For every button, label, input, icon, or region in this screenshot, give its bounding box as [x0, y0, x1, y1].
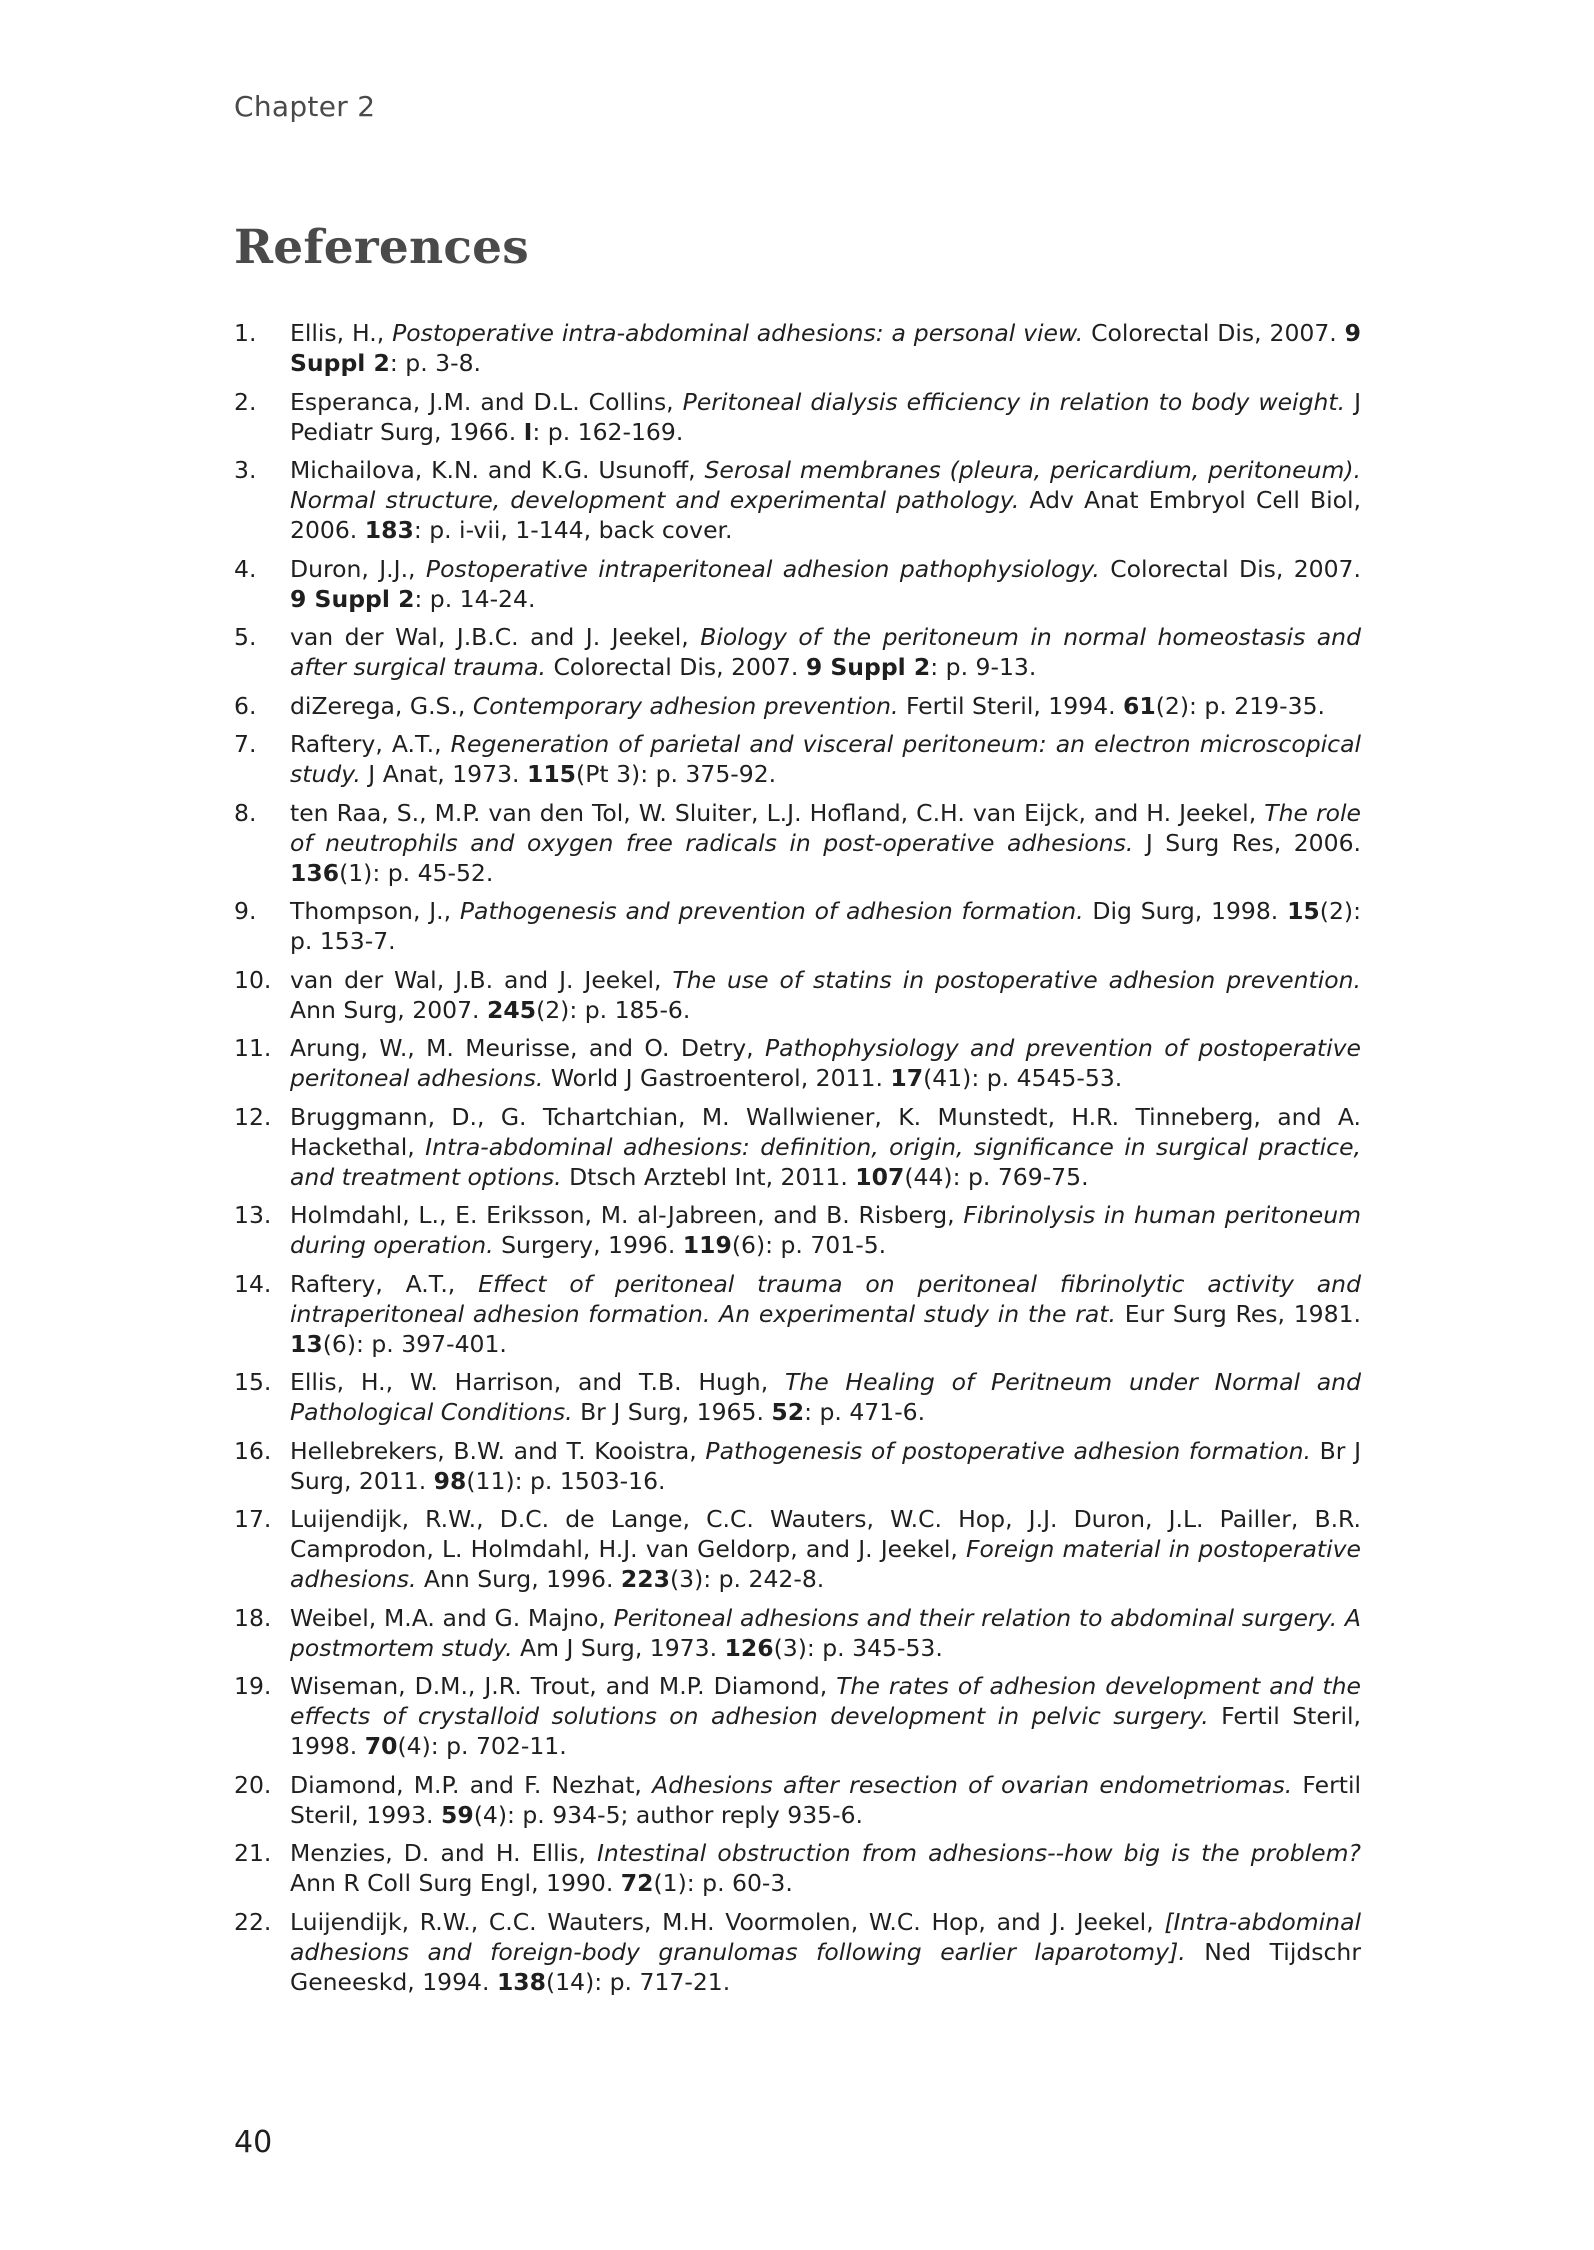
reference-volume: 245	[487, 995, 537, 1024]
reference-source: J Anat, 1973.	[360, 760, 527, 788]
reference-item	[234, 896, 1361, 956]
reference-pages: (41): p. 4545-53.	[923, 1064, 1123, 1092]
reference-authors: Arung, W., M. Meurisse, and O. Detry,	[290, 1034, 765, 1062]
reference-text	[290, 1838, 1361, 1898]
reference-volume: 9 Suppl 2	[290, 584, 415, 613]
reference-number: 21.	[234, 1839, 272, 1867]
reference-pages: (6): p. 397-401.	[322, 1329, 507, 1358]
reference-text	[290, 622, 1361, 682]
reference-volume: 52	[771, 1398, 805, 1426]
reference-pages: (11): p. 1503-16.	[466, 1466, 666, 1495]
reference-authors: Bruggmann, D., G. Tchartchian, M. Wallwiener, K. Munstedt, H.R. Tinneberg, and A. Hackethal,	[290, 1102, 1361, 1161]
reference-number: 22.	[234, 1907, 272, 1936]
reference-item	[234, 1838, 1361, 1898]
reference-title: Adhesions after resection of ovarian endometriomas.	[652, 1770, 1293, 1799]
reference-text	[290, 1504, 1361, 1594]
reference-authors: Wiseman, D.M., J.R. Trout, and M.P. Diamond,	[290, 1672, 837, 1700]
reference-item	[234, 1770, 1361, 1830]
reference-authors: Hellebrekers, B.W. and T. Kooistra,	[290, 1436, 706, 1465]
reference-authors: Menzies, D. and H. Ellis,	[290, 1839, 597, 1867]
reference-item	[234, 387, 1361, 447]
reference-title: Peritoneal dialysis efficiency in relation to body weight.	[682, 387, 1346, 416]
reference-authors: van der Wal, J.B. and J. Jeekel,	[290, 965, 673, 994]
reference-authors: Luijendijk, R.W., D.C. de Lange, C.C. Wauters, W.C. Hop, J.J. Duron, J.L. Pailler, B.R. Camprodon, L. Holmdahl, H.J. van Geldorp, and J. Jeekel,	[290, 1505, 1361, 1563]
reference-pages: (2): p. 185-6.	[536, 995, 691, 1024]
reference-number: 2.	[234, 387, 257, 416]
reference-title: Peritoneal adhesions and their relation to abdominal surgery. A postmortem study.	[290, 1603, 1361, 1662]
reference-number: 17.	[234, 1505, 272, 1533]
reference-pages: (44): p. 769-75.	[904, 1162, 1089, 1191]
reference-source: Ann Surg, 1996.	[416, 1565, 621, 1593]
reference-volume: 61	[1123, 691, 1156, 720]
reference-number: 7.	[234, 730, 257, 758]
reference-source: Br J Surg, 2011.	[290, 1436, 1362, 1495]
reference-text	[290, 1033, 1361, 1093]
reference-volume: 13	[290, 1329, 323, 1358]
reference-text	[290, 1770, 1361, 1830]
reference-source: Ned Tijdschr Geneeskd, 1994.	[290, 1937, 1361, 1996]
reference-authors: Raftery, A.T.,	[290, 1269, 479, 1298]
reference-source: Colorectal Dis, 2007.	[545, 653, 806, 681]
reference-volume: 115	[526, 760, 577, 788]
reference-number: 6.	[234, 691, 257, 720]
reference-source: Fertil Steril, 1998.	[290, 1702, 1361, 1760]
reference-title: The rates of adhesion development and the effects of crystalloid solutions on adhesion development in pelvic surgery.	[290, 1672, 1361, 1730]
reference-source: Adv Anat Embryol Cell Biol, 2006.	[290, 486, 1361, 544]
reference-source: J Pediatr Surg, 1966.	[290, 387, 1362, 446]
reference-item	[234, 1033, 1361, 1093]
reference-number: 11.	[234, 1034, 272, 1062]
reference-title: The use of statins in postoperative adhesion prevention.	[672, 965, 1362, 994]
reference-volume: 138	[496, 1967, 546, 1996]
reference-pages: (3): p. 242-8.	[669, 1565, 825, 1593]
reference-text	[290, 455, 1361, 545]
reference-authors: Holmdahl, L., E. Eriksson, M. al-Jabreen, and B. Risberg,	[290, 1201, 964, 1229]
reference-title: Biology of the peritoneum in normal homeostasis and after surgical trauma.	[290, 623, 1361, 681]
reference-item	[234, 455, 1361, 545]
reference-pages: (3): p. 345-53.	[773, 1633, 943, 1662]
reference-number: 4.	[234, 554, 257, 583]
reference-text	[290, 1200, 1361, 1260]
reference-pages: : p. 9-13.	[930, 653, 1037, 681]
reference-authors: Diamond, M.P. and F. Nezhat,	[290, 1770, 653, 1799]
reference-pages: : p. 471-6.	[804, 1398, 926, 1426]
reference-authors: Ellis, H.,	[290, 319, 393, 347]
reference-authors: Luijendijk, R.W., C.C. Wauters, M.H. Voormolen, W.C. Hop, and J. Jeekel,	[290, 1907, 1165, 1936]
reference-source: Dtsch Arztebl Int, 2011.	[561, 1162, 856, 1191]
reference-pages: (14): p. 717-21.	[546, 1967, 731, 1996]
reference-pages: : p. 162-169.	[532, 417, 684, 446]
reference-volume: 17	[890, 1064, 924, 1092]
reference-volume: 59	[441, 1800, 474, 1829]
reference-text	[290, 1907, 1361, 1997]
reference-text	[290, 318, 1361, 378]
reference-title: Regeneration of parietal and visceral peritoneum: an electron microscopical study.	[290, 730, 1361, 788]
reference-source: World J Gastroenterol, 2011.	[543, 1064, 891, 1092]
reference-item	[234, 729, 1361, 789]
reference-volume: I	[523, 417, 533, 446]
reference-source: Ann Surg, 2007.	[290, 995, 487, 1024]
reference-source: Colorectal Dis, 2007.	[1099, 554, 1361, 583]
reference-text	[290, 1603, 1361, 1663]
reference-pages: (Pt 3): p. 375-92.	[576, 760, 777, 788]
reference-number: 18.	[234, 1603, 272, 1632]
reference-source: J Surg Res, 2006.	[1133, 828, 1361, 857]
reference-item	[234, 1907, 1361, 1997]
reference-title: Fibrinolysis in human peritoneum during operation.	[290, 1201, 1361, 1259]
reference-list	[234, 318, 1361, 2005]
reference-item	[234, 1200, 1361, 1260]
reference-text	[290, 896, 1361, 956]
reference-volume: 15	[1287, 897, 1320, 925]
reference-authors: Esperanca, J.M. and D.L. Collins,	[290, 387, 683, 416]
reference-authors: Ellis, H., W. Harrison, and T.B. Hugh,	[290, 1368, 785, 1396]
reference-pages: (2): p. 219-35.	[1155, 691, 1325, 720]
reference-authors: Michailova, K.N. and K.G. Usunoff,	[290, 456, 705, 484]
reference-volume: 119	[682, 1231, 732, 1259]
reference-title: The role of neutrophils and oxygen free radicals in post-operative adhesions.	[290, 798, 1362, 857]
reference-source: Fertil Steril, 1993.	[290, 1770, 1362, 1829]
reference-title: The Healing of Peritneum under Normal and Pathological Conditions.	[290, 1368, 1361, 1426]
reference-item	[234, 691, 1361, 721]
reference-text	[290, 554, 1361, 614]
reference-volume: 223	[620, 1565, 670, 1593]
reference-title: Effect of peritoneal trauma on peritoneal fibrinolytic activity and intraperitoneal adhesion formation. An experimental study in the rat.	[290, 1269, 1361, 1328]
reference-item	[234, 1436, 1361, 1496]
reference-pages: : p. 3-8.	[389, 349, 481, 377]
reference-title: Pathophysiology and prevention of postoperative peritoneal adhesions.	[290, 1034, 1361, 1092]
reference-title: Intestinal obstruction from adhesions--how big is the problem?	[596, 1839, 1361, 1867]
reference-pages: (1): p. 60-3.	[653, 1869, 793, 1897]
reference-authors: diZerega, G.S.,	[290, 691, 473, 720]
reference-pages: (2): p. 153-7.	[290, 897, 1361, 955]
reference-item	[234, 1603, 1361, 1663]
reference-volume: 9 Suppl 2	[290, 319, 1361, 377]
reference-source: Br J Surg, 1965.	[572, 1398, 772, 1426]
running-head: Chapter 2	[234, 90, 376, 123]
reference-number: 16.	[234, 1436, 272, 1465]
reference-item	[234, 1102, 1361, 1192]
reference-title: Foreign material in postoperative adhesions.	[290, 1535, 1361, 1593]
reference-text	[290, 965, 1361, 1025]
page-number: 40	[234, 2125, 273, 2160]
reference-number: 13.	[234, 1201, 272, 1229]
reference-title: Pathogenesis and prevention of adhesion formation.	[459, 897, 1084, 925]
reference-volume: 107	[855, 1162, 905, 1191]
reference-authors: Raftery, A.T.,	[290, 730, 451, 758]
reference-title: Contemporary adhesion prevention.	[472, 691, 899, 720]
reference-item	[234, 1671, 1361, 1761]
reference-pages: (1): p. 45-52.	[339, 858, 494, 887]
reference-item	[234, 1367, 1361, 1427]
reference-item	[234, 1504, 1361, 1594]
reference-volume: 183	[364, 516, 414, 544]
reference-pages: (4): p. 934-5; author reply 935-6.	[473, 1800, 864, 1829]
reference-title: Serosal membranes (pleura, pericardium, peritoneum). Normal structure, development and experimental pathology.	[290, 456, 1361, 514]
reference-number: 14.	[234, 1269, 272, 1298]
reference-source: Colorectal Dis, 2007.	[1083, 319, 1345, 347]
reference-authors: ten Raa, S., M.P. van den Tol, W. Sluiter, L.J. Hofland, C.H. van Eijck, and H. Jeekel,	[290, 798, 1265, 827]
reference-item	[234, 798, 1361, 888]
reference-volume: 126	[724, 1633, 774, 1662]
reference-number: 8.	[234, 798, 257, 827]
reference-text	[290, 1671, 1361, 1761]
reference-title: Intra-abdominal adhesions: definition, origin, significance in surgical practice, and treatment options.	[290, 1132, 1362, 1191]
reference-pages: (4): p. 702-11.	[397, 1732, 567, 1760]
reference-pages: : p. i-vii, 1-144, back cover.	[413, 516, 733, 544]
reference-authors: van der Wal, J.B.C. and J. Jeekel,	[290, 623, 701, 651]
reference-title: [Intra-abdominal adhesions and foreign-body granulomas following earlier laparotomy].	[290, 1907, 1361, 1966]
reference-item	[234, 554, 1361, 614]
reference-volume: 98	[433, 1466, 467, 1495]
reference-source: Surgery, 1996.	[493, 1231, 683, 1259]
reference-volume: 70	[364, 1732, 398, 1760]
reference-text	[290, 1367, 1361, 1427]
reference-text	[290, 387, 1361, 447]
reference-number: 1.	[234, 319, 257, 347]
reference-source: Fertil Steril, 1994.	[898, 691, 1124, 720]
reference-source: Eur Surg Res, 1981.	[1115, 1299, 1362, 1328]
reference-authors: Thompson, J.,	[290, 897, 460, 925]
reference-text	[290, 691, 1361, 721]
reference-number: 5.	[234, 623, 257, 651]
reference-text	[290, 798, 1361, 888]
reference-volume: 9 Suppl 2	[805, 653, 931, 681]
reference-volume: 72	[620, 1869, 654, 1897]
reference-text	[290, 1436, 1361, 1496]
reference-number: 15.	[234, 1368, 272, 1396]
reference-source: Dig Surg, 1998.	[1083, 897, 1288, 925]
reference-item	[234, 622, 1361, 682]
reference-text	[290, 1269, 1361, 1359]
reference-volume: 136	[290, 858, 340, 887]
reference-text	[290, 1102, 1361, 1192]
reference-item	[234, 1269, 1361, 1359]
reference-source: Am J Surg, 1973.	[512, 1633, 725, 1662]
reference-number: 12.	[234, 1102, 272, 1131]
reference-pages: (6): p. 701-5.	[731, 1231, 887, 1259]
reference-item	[234, 318, 1361, 378]
reference-authors: Duron, J.J.,	[290, 554, 426, 583]
reference-title: Postoperative intra-abdominal adhesions: a personal view.	[392, 319, 1084, 347]
reference-title: Pathogenesis of postoperative adhesion formation.	[705, 1436, 1311, 1465]
reference-authors: Weibel, M.A. and G. Majno,	[290, 1603, 614, 1632]
reference-number: 3.	[234, 456, 257, 484]
reference-number: 20.	[234, 1770, 272, 1799]
reference-number: 9.	[234, 897, 257, 925]
section-heading: References	[234, 220, 529, 275]
reference-number: 19.	[234, 1672, 272, 1700]
reference-item	[234, 965, 1361, 1025]
reference-title: Postoperative intraperitoneal adhesion pathophysiology.	[425, 554, 1100, 583]
reference-pages: : p. 14-24.	[414, 584, 536, 613]
reference-source: Ann R Coll Surg Engl, 1990.	[290, 1869, 621, 1897]
reference-number: 10.	[234, 965, 272, 994]
reference-text	[290, 729, 1361, 789]
